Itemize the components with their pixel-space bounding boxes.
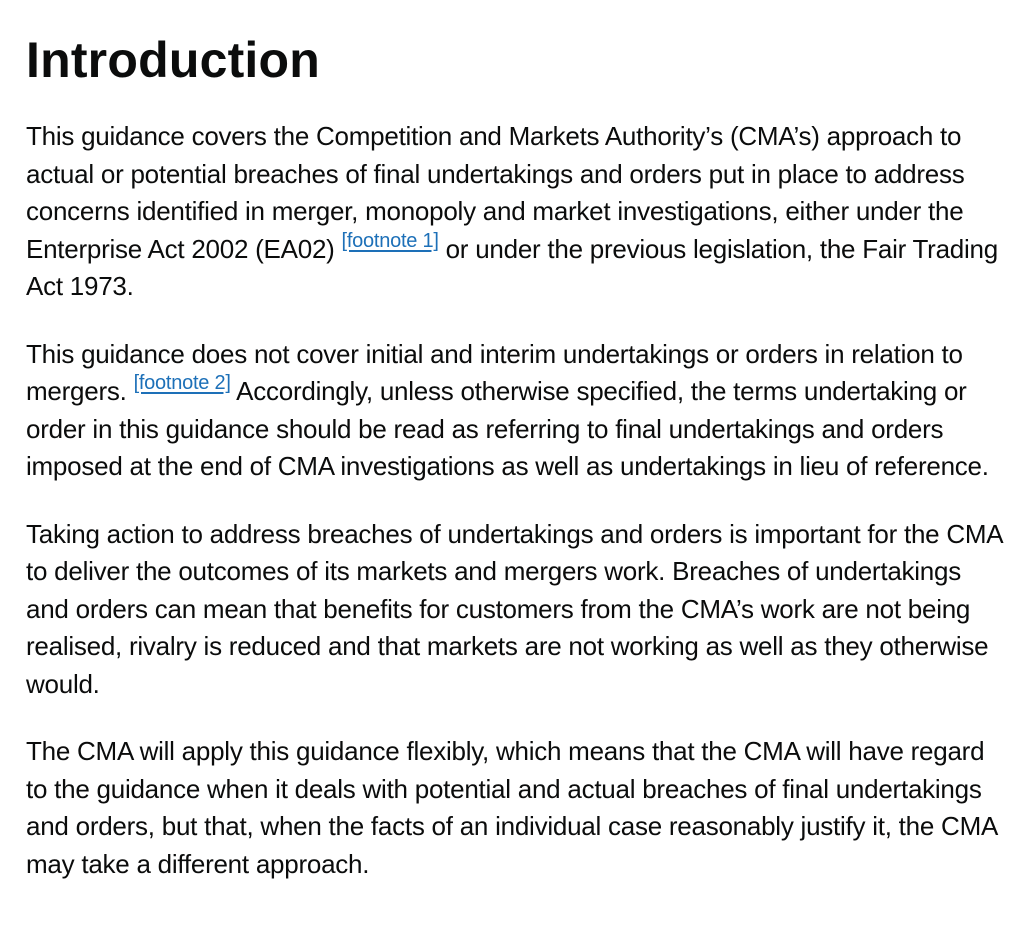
footnote-2-link[interactable]: [footnote 2]: [133, 372, 231, 394]
paragraph-2-text-end: Accordingly, unless otherwise specified, the terms undertaking or order in this guidance should be read as referring to final undertakings and orders imposed at the end of CMA investigations as well as undertakings in lieu of reference.: [26, 376, 989, 481]
paragraph-1: [26, 118, 1006, 306]
footnote-1-link[interactable]: [footnote 1]: [341, 229, 439, 252]
main-content: [26, 24, 1006, 883]
paragraph-4: The CMA will apply this guidance flexibly, which means that the CMA will have regard to the guidance when it deals with potential and actual breaches of final undertakings and orders, but that, when the facts of an individual case reasonably justify it, the CMA may take a different approach.: [26, 736, 997, 879]
paragraph-2-text-start: This guidance does not cover initial and interim undertakings or orders in relation to mergers.: [26, 338, 963, 406]
paragraph-3: Taking action to address breaches of undertakings and orders is important for the CMA to deliver the outcomes of its markets and mergers work. Breaches of undertakings and orders can mean that benefits for customers from the CMA’s work are not being realised, rivalry is reduced and that markets are not working as well as they otherwise would.: [26, 518, 1002, 699]
page-title: Introduction: [26, 32, 321, 88]
paragraph-1-text-start: This guidance covers the Competition and Markets Authority’s (CMA’s) approach to actual or potential breaches of final undertakings and orders put in place to address concerns identified in merger, monopoly and market investigations, either under the Enterprise Act 2002 (EA02): [26, 121, 965, 264]
paragraph-2: [26, 336, 1006, 486]
paragraph-1-text-end: or under the previous legislation, the Fair Trading Act 1973.: [26, 233, 998, 301]
